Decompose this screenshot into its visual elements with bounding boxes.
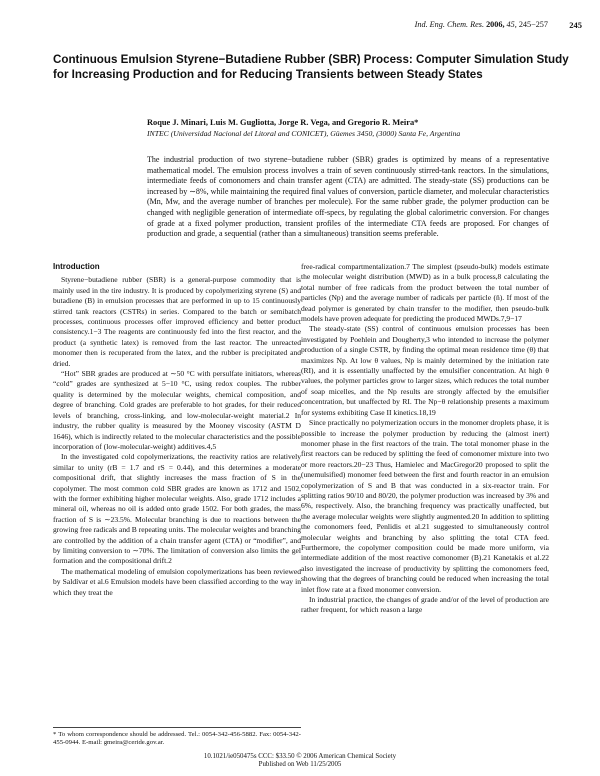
paragraph: “Hot” SBR grades are produced at ∼50 °C with persulfate initiators, whereas “cold” grades are synthesized at 5−10 °C, using redox couples. The rubber quality is determined by the molecular weights, chemical composition, and degree of branching. Cold grades are preferable to hot grades, for their reduced levels of branching, cross-linking, and low-molecular-weight material.2 In industry, the rubber quality is measured by the Mooney viscosity (ASTM D 1646), which is indirectly related to the molecular characteristics and the possible incorporation of (low-molecular-weight) additives.4,5 [53, 369, 301, 451]
abstract: The industrial production of two styrene−butadiene rubber (SBR) grades is optimized by means of a representative mathematical model. The emulsion process involves a train of seven continuously stirred-tank reactors. In the simulations, intermediate feeds of comonomers and chain transfer agent (CTA) are admitted. The steady-state (SS) productions can be increased by ∼8%, while maintaining the required final values of conversion, particle diameter, and molecular characteristics (Mn, Mw, and the average number of branches per molecule). For the same rubber grade, the polymer production can be changed with negligible generation of intermediate off-specs, by regulating the global calorimetric conversion. For changes of grade at a fixed polymer production, transient profiles of the intermediate CTA feeds are proposed. For changes of production and grade, a sequential (rather than a simultaneous) transition seems preferable. [147, 155, 549, 239]
journal-volume: 45, [506, 20, 517, 29]
publication-date: Published on Web 11/25/2005 [258, 761, 342, 769]
paragraph: The steady-state (SS) control of continuous emulsion processes has been investigated by Poehlein and Dougherty,3 who intended to increase the polymer production of a single CSTR, by finding the optimal mean residence time (θ) that maximizes Np. At low θ values, Np is mainly determined by the initiation rate (RI), and it is essentially unaffected by the emulsifier concentration. At high θ values, the polymer particles grow to larger sizes, which reduces the total number of soap micelles, and the Np results are strongly affected by the emulsifier concentration, but unaffected by RI. The Np−θ relationship presents a maximum for systems exhibiting Case II kinetics.18,19 [301, 324, 549, 417]
paragraph: The mathematical modeling of emulsion copolymerizations has been reviewed by Saldívar et al.6 Emulsion models have been classified according to the way in which they treat the [53, 566, 301, 597]
paragraph: free-radical compartmentalization.7 The simplest (pseudo-bulk) models estimate the molecular weight distribution (MWD) as in a bulk process,8 calculating the total number of free radicals from the product between the total number of particles (Np) and the average number of radicals per particle (n̄). If most of the dead polymer is generated by chain transfer to the modifier, then pseudo-bulk models have proven adequate for predicting the produced MWDs.7,9−17 [301, 262, 549, 324]
section-heading: Introduction [53, 262, 100, 271]
page-footer [0, 753, 600, 770]
correspondence-footnote: * To whom correspondence should be addressed. Tel.: 0054-342-456-5882. Fax: 0054-342-455-0944. E-mail: gmeira@ceride.gov.ar. [53, 727, 301, 748]
article-title: Continuous Emulsion Styrene−Butadiene Rubber (SBR) Process: Computer Simulation Study for Increasing Production and for Reducing Transients between Steady States [53, 53, 569, 81]
journal-name: Ind. Eng. Chem. Res. [414, 20, 485, 29]
doi-copyright-line: 10.1021/ie050475s CCC: $33.50 © 2006 American Chemical Society [203, 753, 397, 760]
page-number: 245 [569, 20, 582, 30]
affiliation: INTEC (Universidad Nacional del Litoral and CONICET), Güemes 3450, (3000) Santa Fe, Argentina [147, 129, 461, 138]
left-column [53, 262, 301, 598]
running-header [415, 20, 548, 29]
journal-pages: 245−257 [518, 20, 548, 29]
journal-year: 2006, [486, 20, 505, 29]
paragraph: In industrial practice, the changes of grade and/or of the level of production are rather frequent, for which reason a large [301, 595, 549, 615]
right-column [301, 262, 549, 616]
author-list: Roque J. Minari, Luis M. Gugliotta, Jorge R. Vega, and Gregorio R. Meira* [147, 118, 419, 127]
paragraph: Styrene−butadiene rubber (SBR) is a general-purpose commodity that is mainly used in the tire industry. It is produced by copolymerizing styrene (S) and butadiene (B) in emulsion processes that are performed in up to 15 continuously stirred tank reactors (CSTRs) in series. Compared to the batch or semibatch processes, continuous processes offer improved efficiency and better product consistency.1−3 The reagents are continuously fed into the first reactor, and the product (a synthetic latex) is removed from the last reactor. The unreacted monomer then is recuperated from the latex, and the rubber is precipitated and dried. [53, 275, 301, 368]
paragraph: In the investigated cold copolymerizations, the reactivity ratios are relatively similar to unity (rB = 1.7 and rS = 0.44), and this determines a moderate compositional drift, that slightly increases the mass fraction of S in the copolymer. The most common cold SBR grades are known as 1712 and 1502, with the former exhibiting higher molecular weights. Also, grade 1712 includes a mineral oil, whereas no oil is added onto grade 1502. For both grades, the mass fraction of S is ∼23.5%. Molecular branching is due to reactions between the growing free radicals and B repeating units. The molecular weights and branching are controlled by the addition of a chain transfer agent (CTA) or “modifier”, and by limiting conversion to ∼70%. The limitation of conversion also limits the gel formation and the compositional drift.2 [53, 452, 301, 566]
paragraph: Since practically no polymerization occurs in the monomer droplets phase, it is possible to increase the polymer production by reducing the (almost inert) monomer phase in the first reactors of the train. The total monomer phase in the first reactors can be reduced by splitting the feed of comonomer mixture into two or more reactors.20−23 Thus, Hamielec and MacGregor20 proposed to split the (unemulsified) monomer feed between the first and fourth reactor in an emulsion copolymerization of S and B that was conducted in a six-reactor train. For splitting ratios 90/10 and 80/20, the polymer production was increased by 3% and 6%, respectively. Also, the branching frequency was practically unaffected, but the average molecular weights were slightly augmented.20 In addition to splitting the comonomers feed, Penlidis et al.21 suggested to simultaneously control molecular weights and branching by also splitting the total CTA feed. Furthermore, the copolymer composition could be made more uniform, via intermediate addition of the most reactive comonomer (B).21 Kanetakis et al.22 also investigated the increase of productivity by splitting the comonomers feed, showing that the degrees of branching could be reduced when increasing the total inlet flow rate at a fixed monomer conversion. [301, 418, 549, 594]
